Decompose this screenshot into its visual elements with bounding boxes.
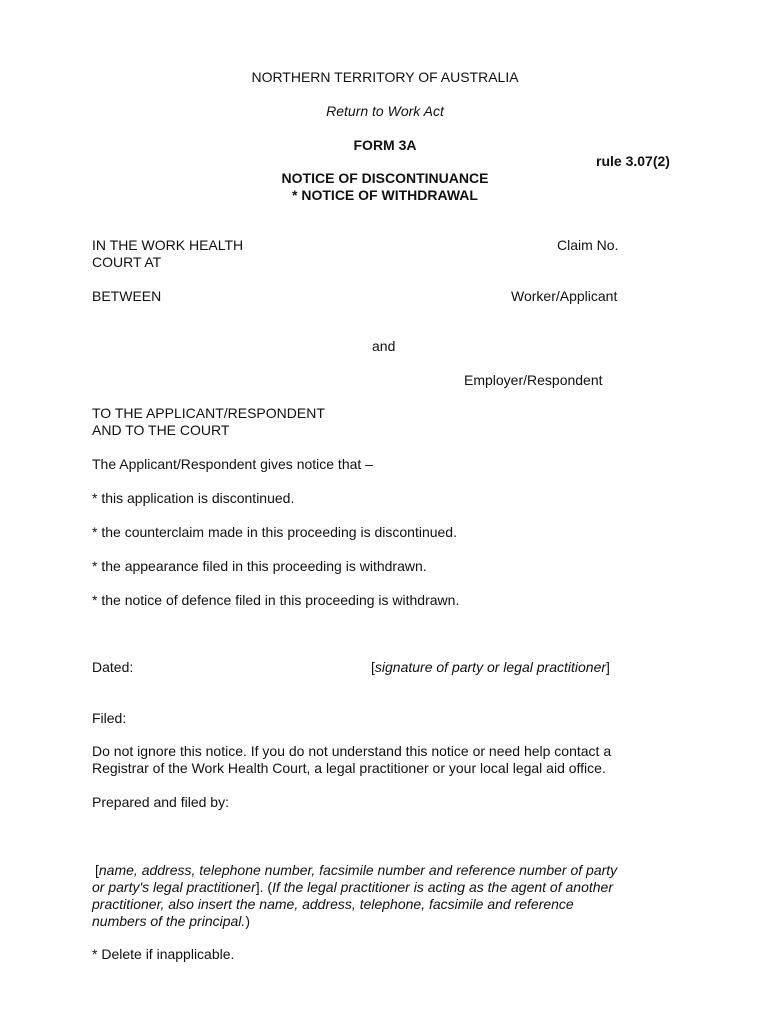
worker-applicant-label: Worker/Applicant — [511, 288, 618, 304]
addressee-line-2: AND TO THE COURT — [92, 422, 230, 438]
and-label: and — [372, 338, 396, 354]
details-line-2: or party's legal practitioner]. (If the legal practitioner is acting as the agent of another — [92, 879, 613, 895]
dated-label: Dated: — [92, 659, 134, 675]
filed-label: Filed: — [92, 710, 127, 726]
notice-item-application: * this application is discontinued. — [92, 490, 295, 506]
court-line-2: COURT AT — [92, 254, 162, 270]
form-number: FORM 3A — [353, 137, 417, 153]
title-discontinuance: NOTICE OF DISCONTINUANCE — [281, 170, 489, 186]
act-name: Return to Work Act — [326, 103, 444, 119]
details-line-1: [name, address, telephone number, facsimile number and reference number of party — [95, 862, 618, 878]
prepared-filed-label: Prepared and filed by: — [92, 794, 229, 810]
warning-line-1: Do not ignore this notice. If you do not understand this notice or need help contact a — [92, 743, 612, 759]
notice-item-defence: * the notice of defence filed in this proceeding is withdrawn. — [92, 592, 460, 608]
warning-line-2: Registrar of the Work Health Court, a legal practitioner or your local legal aid office. — [92, 760, 606, 776]
details-line-3: practitioner, also insert the name, address, telephone, facsimile and reference — [92, 896, 574, 912]
court-line-1: IN THE WORK HEALTH — [92, 237, 244, 253]
details-line-4: numbers of the principal.) — [92, 913, 250, 929]
notice-intro: The Applicant/Respondent gives notice that – — [92, 456, 373, 472]
jurisdiction-heading: NORTHERN TERRITORY OF AUSTRALIA — [251, 69, 519, 85]
signature-placeholder: [signature of party or legal practitioner] — [371, 659, 610, 675]
notice-item-counterclaim: * the counterclaim made in this proceeding is discontinued. — [92, 524, 457, 540]
addressee-line-1: TO THE APPLICANT/RESPONDENT — [92, 405, 325, 421]
claim-number-label: Claim No. — [557, 237, 619, 253]
footnote-delete-if-inapplicable: * Delete if inapplicable. — [92, 946, 235, 962]
employer-respondent-label: Employer/Respondent — [464, 372, 603, 388]
between-label: BETWEEN — [92, 288, 162, 304]
rule-reference: rule 3.07(2) — [596, 153, 670, 169]
notice-item-appearance: * the appearance filed in this proceeding is withdrawn. — [92, 558, 427, 574]
title-withdrawal: * NOTICE OF WITHDRAWAL — [292, 187, 478, 203]
